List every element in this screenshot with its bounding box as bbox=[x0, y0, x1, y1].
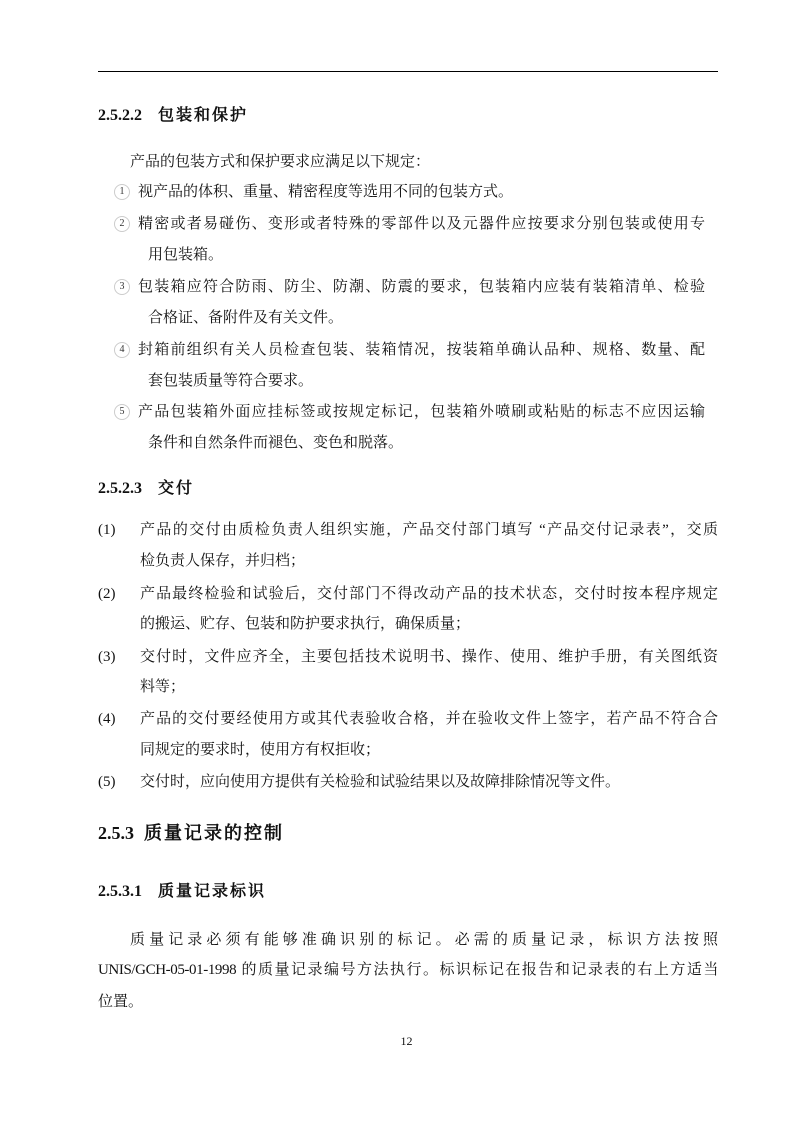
paragraph-line: UNIS/GCH-05-01-1998 的质量记录编号方法执行。标识标记在报告和记录表的右上方适当 bbox=[98, 962, 718, 978]
heading-title: 交付 bbox=[158, 480, 195, 497]
list-item-line: 的搬运、贮存、包装和防护要求执行，确保质量； bbox=[140, 616, 471, 632]
list-marker: (1) bbox=[98, 522, 116, 538]
heading-2-5-3 bbox=[98, 821, 284, 845]
circled-number-5: 5 bbox=[114, 404, 130, 420]
list-item-line: 产品的交付由质检负责人组织实施，产品交付部门填写 “产品交付记录表”，交质 bbox=[140, 522, 718, 538]
list-marker: (3) bbox=[98, 649, 116, 665]
list-item-line: 检负责人保存，并归档； bbox=[140, 553, 306, 569]
header-rule bbox=[98, 71, 718, 72]
heading-title: 质量记录标识 bbox=[158, 883, 267, 900]
circled-number-3: 3 bbox=[114, 279, 130, 295]
heading-2-5-2-2 bbox=[98, 105, 248, 127]
list-marker: (4) bbox=[98, 711, 116, 727]
heading-2-5-2-3 bbox=[98, 478, 194, 500]
list-item-line: 封箱前组织有关人员检查包装、装箱情况，按装箱单确认品种、规格、数量、配 bbox=[138, 342, 705, 358]
list-marker: (2) bbox=[98, 586, 116, 602]
heading-title: 质量记录的控制 bbox=[144, 823, 284, 843]
list-item-line: 条件和自然条件而褪色、变色和脱落。 bbox=[148, 435, 404, 451]
paragraph-line: 质量记录必须有能够准确识别的标记。必需的质量记录，标识方法按照 bbox=[130, 932, 718, 948]
list-item-line: 套包装质量等符合要求。 bbox=[148, 373, 314, 389]
list-item-line: 交付时，应向使用方提供有关检验和试验结果以及故障排除情况等文件。 bbox=[140, 774, 621, 790]
list-item-line: 合格证、备附件及有关文件。 bbox=[148, 310, 344, 326]
list-item-line: 同规定的要求时，使用方有权拒收； bbox=[140, 742, 381, 758]
heading-number: 2.5.2.3 bbox=[98, 480, 142, 497]
list-item-line: 视产品的体积、重量、精密程度等选用不同的包装方式。 bbox=[138, 184, 514, 200]
list-marker: (5) bbox=[98, 774, 116, 790]
list-item-line: 包装箱应符合防雨、防尘、防潮、防震的要求，包装箱内应装有装箱清单、检验 bbox=[138, 279, 705, 295]
list-item-line: 产品包装箱外面应挂标签或按规定标记，包装箱外喷刷或粘贴的标志不应因运输 bbox=[138, 404, 705, 420]
heading-title: 包装和保护 bbox=[158, 107, 249, 124]
list-item-line: 精密或者易碰伤、变形或者特殊的零部件以及元器件应按要求分别包装或使用专 bbox=[138, 216, 705, 232]
heading-number: 2.5.2.2 bbox=[98, 107, 142, 124]
page-number: 12 bbox=[400, 1034, 413, 1048]
heading-number: 2.5.3 bbox=[98, 823, 134, 843]
list-item-line: 交付时，文件应齐全，主要包括技术说明书、操作、使用、维护手册，有关图纸资 bbox=[140, 649, 718, 665]
list-item-line: 产品的交付要经使用方或其代表验收合格，并在验收文件上签字，若产品不符合合 bbox=[140, 711, 718, 727]
list-item-line: 料等； bbox=[140, 679, 186, 695]
circled-number-1: 1 bbox=[114, 184, 130, 200]
list-item-line: 用包装箱。 bbox=[148, 247, 224, 263]
paragraph-line: 位置。 bbox=[98, 994, 144, 1010]
heading-2-5-3-1 bbox=[98, 881, 266, 903]
list-item-line: 产品最终检验和试验后，交付部门不得改动产品的技术状态，交付时按本程序规定 bbox=[140, 586, 718, 602]
circled-number-2: 2 bbox=[114, 216, 130, 232]
heading-number: 2.5.3.1 bbox=[98, 883, 142, 900]
circled-number-4: 4 bbox=[114, 342, 130, 358]
intro-text: 产品的包装方式和保护要求应满足以下规定： bbox=[130, 154, 431, 170]
